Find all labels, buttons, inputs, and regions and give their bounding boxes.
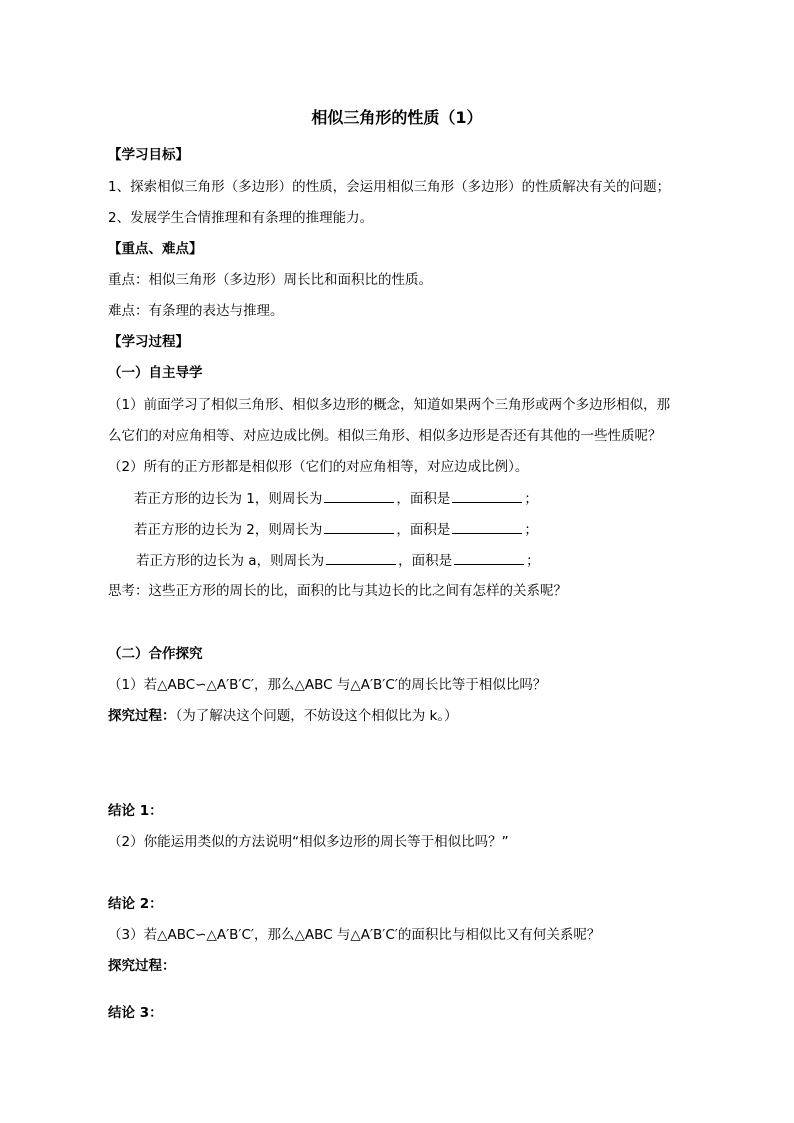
conclusion-3: 结论 3：: [108, 1005, 163, 1021]
perimeter-blank-1[interactable]: [324, 489, 394, 503]
fill-row-2-mid: ，面积是: [396, 522, 451, 538]
page-title: 相似三角形的性质（1）: [311, 108, 483, 127]
objectives-heading: 【学习目标】: [108, 147, 189, 163]
explore-process-1: [108, 707, 458, 725]
fill-row-3-prefix: 若正方形的边长为 a，则周长为: [136, 553, 325, 569]
conclusion-1: 结论 1：: [108, 803, 163, 819]
fill-row-2: [134, 520, 538, 539]
difficulty-text: 难点：有条理的表达与推理。: [108, 303, 284, 319]
part1-q2: （2）所有的正方形都是相似形（它们的对应角相等，对应边成比例）。: [108, 459, 529, 475]
fill-row-2-end: ；: [524, 522, 538, 538]
part2-q1: （1）若△ABC∽△A′B′C′，那么△ABC 与△A′B′C′的周长比等于相似比吗？: [108, 677, 547, 693]
process-heading: 【学习过程】: [108, 334, 189, 350]
focus-text: 重点：相似三角形（多边形）周长比和面积比的性质。: [108, 272, 432, 288]
explore-process-1-text: （为了解决这个问题，不妨设这个相似比为 k。）: [175, 708, 458, 724]
explore-process-2: 探究过程：: [108, 958, 176, 974]
key-points-heading: 【重点、难点】: [108, 241, 203, 257]
perimeter-blank-2[interactable]: [324, 520, 394, 534]
conclusion-2: 结论 2：: [108, 896, 163, 912]
fill-row-1-prefix: 若正方形的边长为 1，则周长为: [134, 491, 323, 507]
fill-row-3: [136, 551, 540, 570]
area-blank-2[interactable]: [452, 520, 522, 534]
perimeter-blank-3[interactable]: [326, 551, 396, 565]
fill-row-1: [134, 489, 538, 508]
part1-heading: （一）自主导学: [108, 365, 203, 381]
think-question: 思考：这些正方形的周长的比，面积的比与其边长的比之间有怎样的关系呢？: [108, 583, 567, 599]
part2-q2: （2）你能运用类似的方法说明“相似多边形的周长等于相似比吗？”: [108, 834, 509, 850]
fill-row-1-end: ；: [524, 491, 538, 507]
part2-heading: （二）合作探究: [108, 646, 203, 662]
objective-item-2: 2、发展学生合情推理和有条理的推理能力。: [108, 210, 374, 226]
fill-row-3-mid: ，面积是: [398, 553, 453, 569]
fill-row-2-prefix: 若正方形的边长为 2，则周长为: [134, 522, 323, 538]
fill-row-3-end: ；: [526, 553, 540, 569]
objective-item-1: 1、探索相似三角形（多边形）的性质，会运用相似三角形（多边形）的性质解决有关的问题；: [108, 179, 671, 195]
area-blank-1[interactable]: [452, 489, 522, 503]
explore-process-1-label: 探究过程：: [108, 708, 176, 724]
part1-q1-line1: （1）前面学习了相似三角形、相似多边形的概念，知道如果两个三角形或两个多边形相似，那: [108, 397, 671, 413]
fill-row-1-mid: ，面积是: [396, 491, 451, 507]
area-blank-3[interactable]: [454, 551, 524, 565]
part1-q1-line2: 么它们的对应角相等、对应边成比例。相似三角形、相似多边形是否还有其他的一些性质呢？: [108, 428, 662, 444]
part2-q3: （3）若△ABC∽△A′B′C′，那么△ABC 与△A′B′C′的面积比与相似比又有何关系呢？: [108, 927, 601, 943]
